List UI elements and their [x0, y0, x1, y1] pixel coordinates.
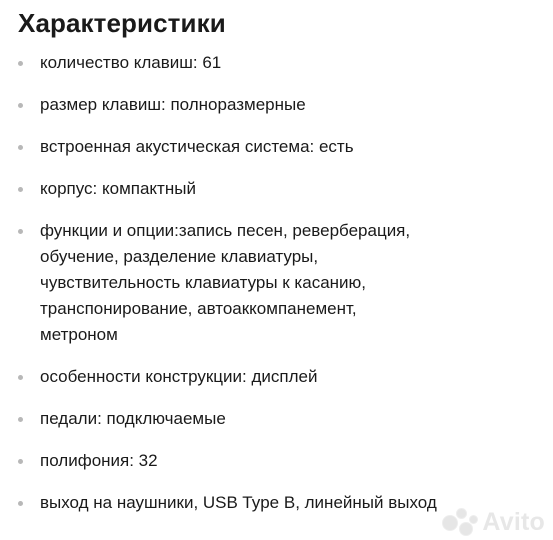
spec-line: транспонирование, автоаккомпанемент,: [40, 299, 357, 318]
bullet-icon: [18, 417, 23, 422]
bullet-icon: [18, 145, 23, 150]
spec-line: размер клавиш: полноразмерные: [40, 95, 306, 114]
spec-line: педали: подключаемые: [40, 409, 226, 428]
spec-line: количество клавиш: 61: [40, 53, 222, 72]
spec-value: [40, 448, 513, 474]
spec-value: [40, 490, 513, 516]
spec-line: метроном: [40, 325, 118, 344]
spec-line: обучение, разделение клавиатуры,: [40, 247, 319, 266]
bullet-icon: [18, 229, 23, 234]
spec-value: [40, 176, 513, 202]
spec-line: функции и опции:запись песен, реверберация,: [40, 221, 411, 240]
spec-item-key-size: [0, 92, 553, 118]
spec-line: выход на наушники, USB Type B, линейный выход: [40, 493, 437, 512]
watermark-text: Avito: [482, 508, 545, 536]
spec-item-polyphony: [0, 448, 553, 474]
spec-line: корпус: компактный: [40, 179, 196, 198]
spec-line: полифония: 32: [40, 451, 158, 470]
spec-item-outputs: [0, 490, 553, 516]
spec-item-pedals: [0, 406, 553, 432]
spec-item-key-count: [0, 50, 553, 76]
spec-line: встроенная акустическая система: есть: [40, 137, 354, 156]
spec-value: [40, 218, 513, 348]
spec-value: [40, 364, 513, 390]
bullet-icon: [18, 61, 23, 66]
bullet-icon: [18, 459, 23, 464]
spec-item-construction: [0, 364, 553, 390]
characteristics-list: [0, 50, 553, 532]
spec-item-functions: [0, 218, 553, 348]
spec-item-speakers: [0, 134, 553, 160]
spec-line: чувствительность клавиатуры к касанию,: [40, 273, 367, 292]
characteristics-title: Характеристики: [18, 8, 226, 38]
bullet-icon: [18, 501, 23, 506]
bullet-icon: [18, 375, 23, 380]
spec-value: [40, 134, 513, 160]
spec-value: [40, 50, 513, 76]
spec-item-body: [0, 176, 553, 202]
bullet-icon: [18, 187, 23, 192]
spec-line: особенности конструкции: дисплей: [40, 367, 318, 386]
spec-value: [40, 92, 513, 118]
bullet-icon: [18, 103, 23, 108]
spec-value: [40, 406, 513, 432]
